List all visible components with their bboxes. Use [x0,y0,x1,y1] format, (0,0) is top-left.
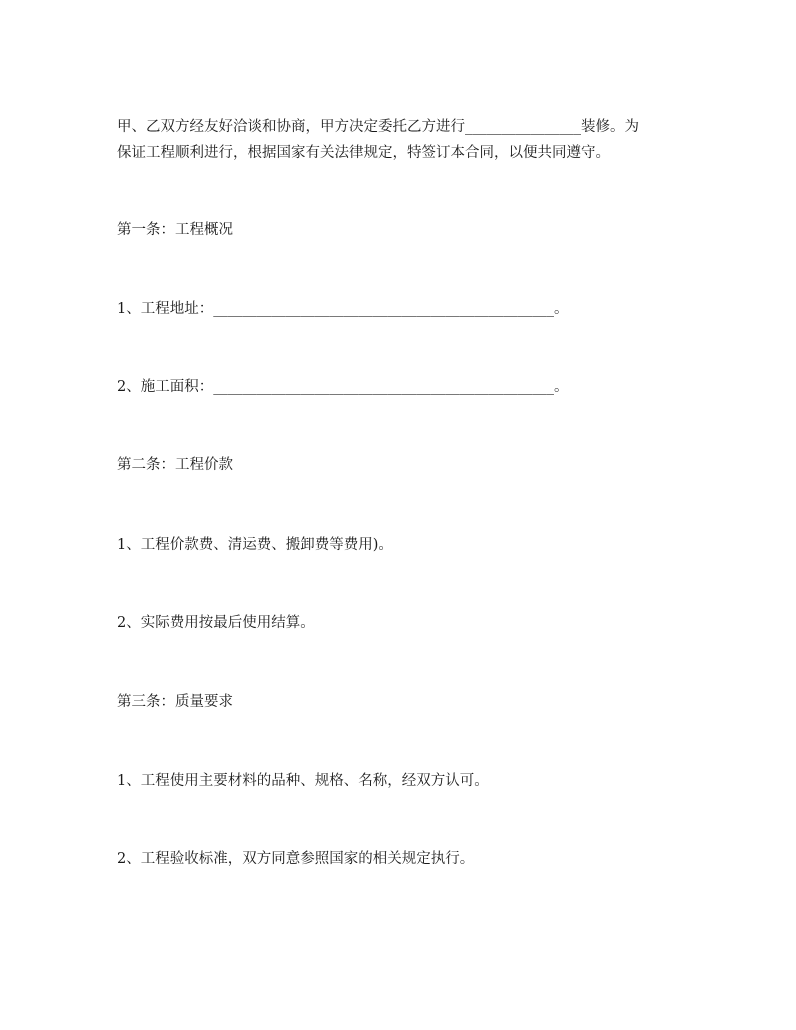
materials-item: 1、工程使用主要材料的品种、规格、名称，经双方认可。 [117,773,489,789]
intro-paragraph-line-1: 甲、乙双方经友好洽谈和协商，甲方决定委托乙方进行________________装修。为 [117,119,639,135]
intro-paragraph-line-2: 保证工程顺利进行，根据国家有关法律规定，特签订本合同，以便共同遵守。 [117,145,610,161]
article-2-heading: 第二条：工程价款 [117,457,233,473]
article-3-heading: 第三条：质量要求 [117,694,233,710]
project-address-line: 1、工程地址：_______________________________________________。 [117,301,569,317]
actual-cost-item: 2、实际费用按最后使用结算。 [117,615,315,631]
acceptance-standard-item: 2、工程验收标准，双方同意参照国家的相关规定执行。 [117,851,475,867]
article-1-heading: 第一条：工程概况 [117,222,233,238]
construction-area-line: 2、施工面积：_______________________________________________。 [117,379,569,395]
project-price-item: 1、工程价款费、清运费、搬卸费等费用)。 [117,537,393,553]
